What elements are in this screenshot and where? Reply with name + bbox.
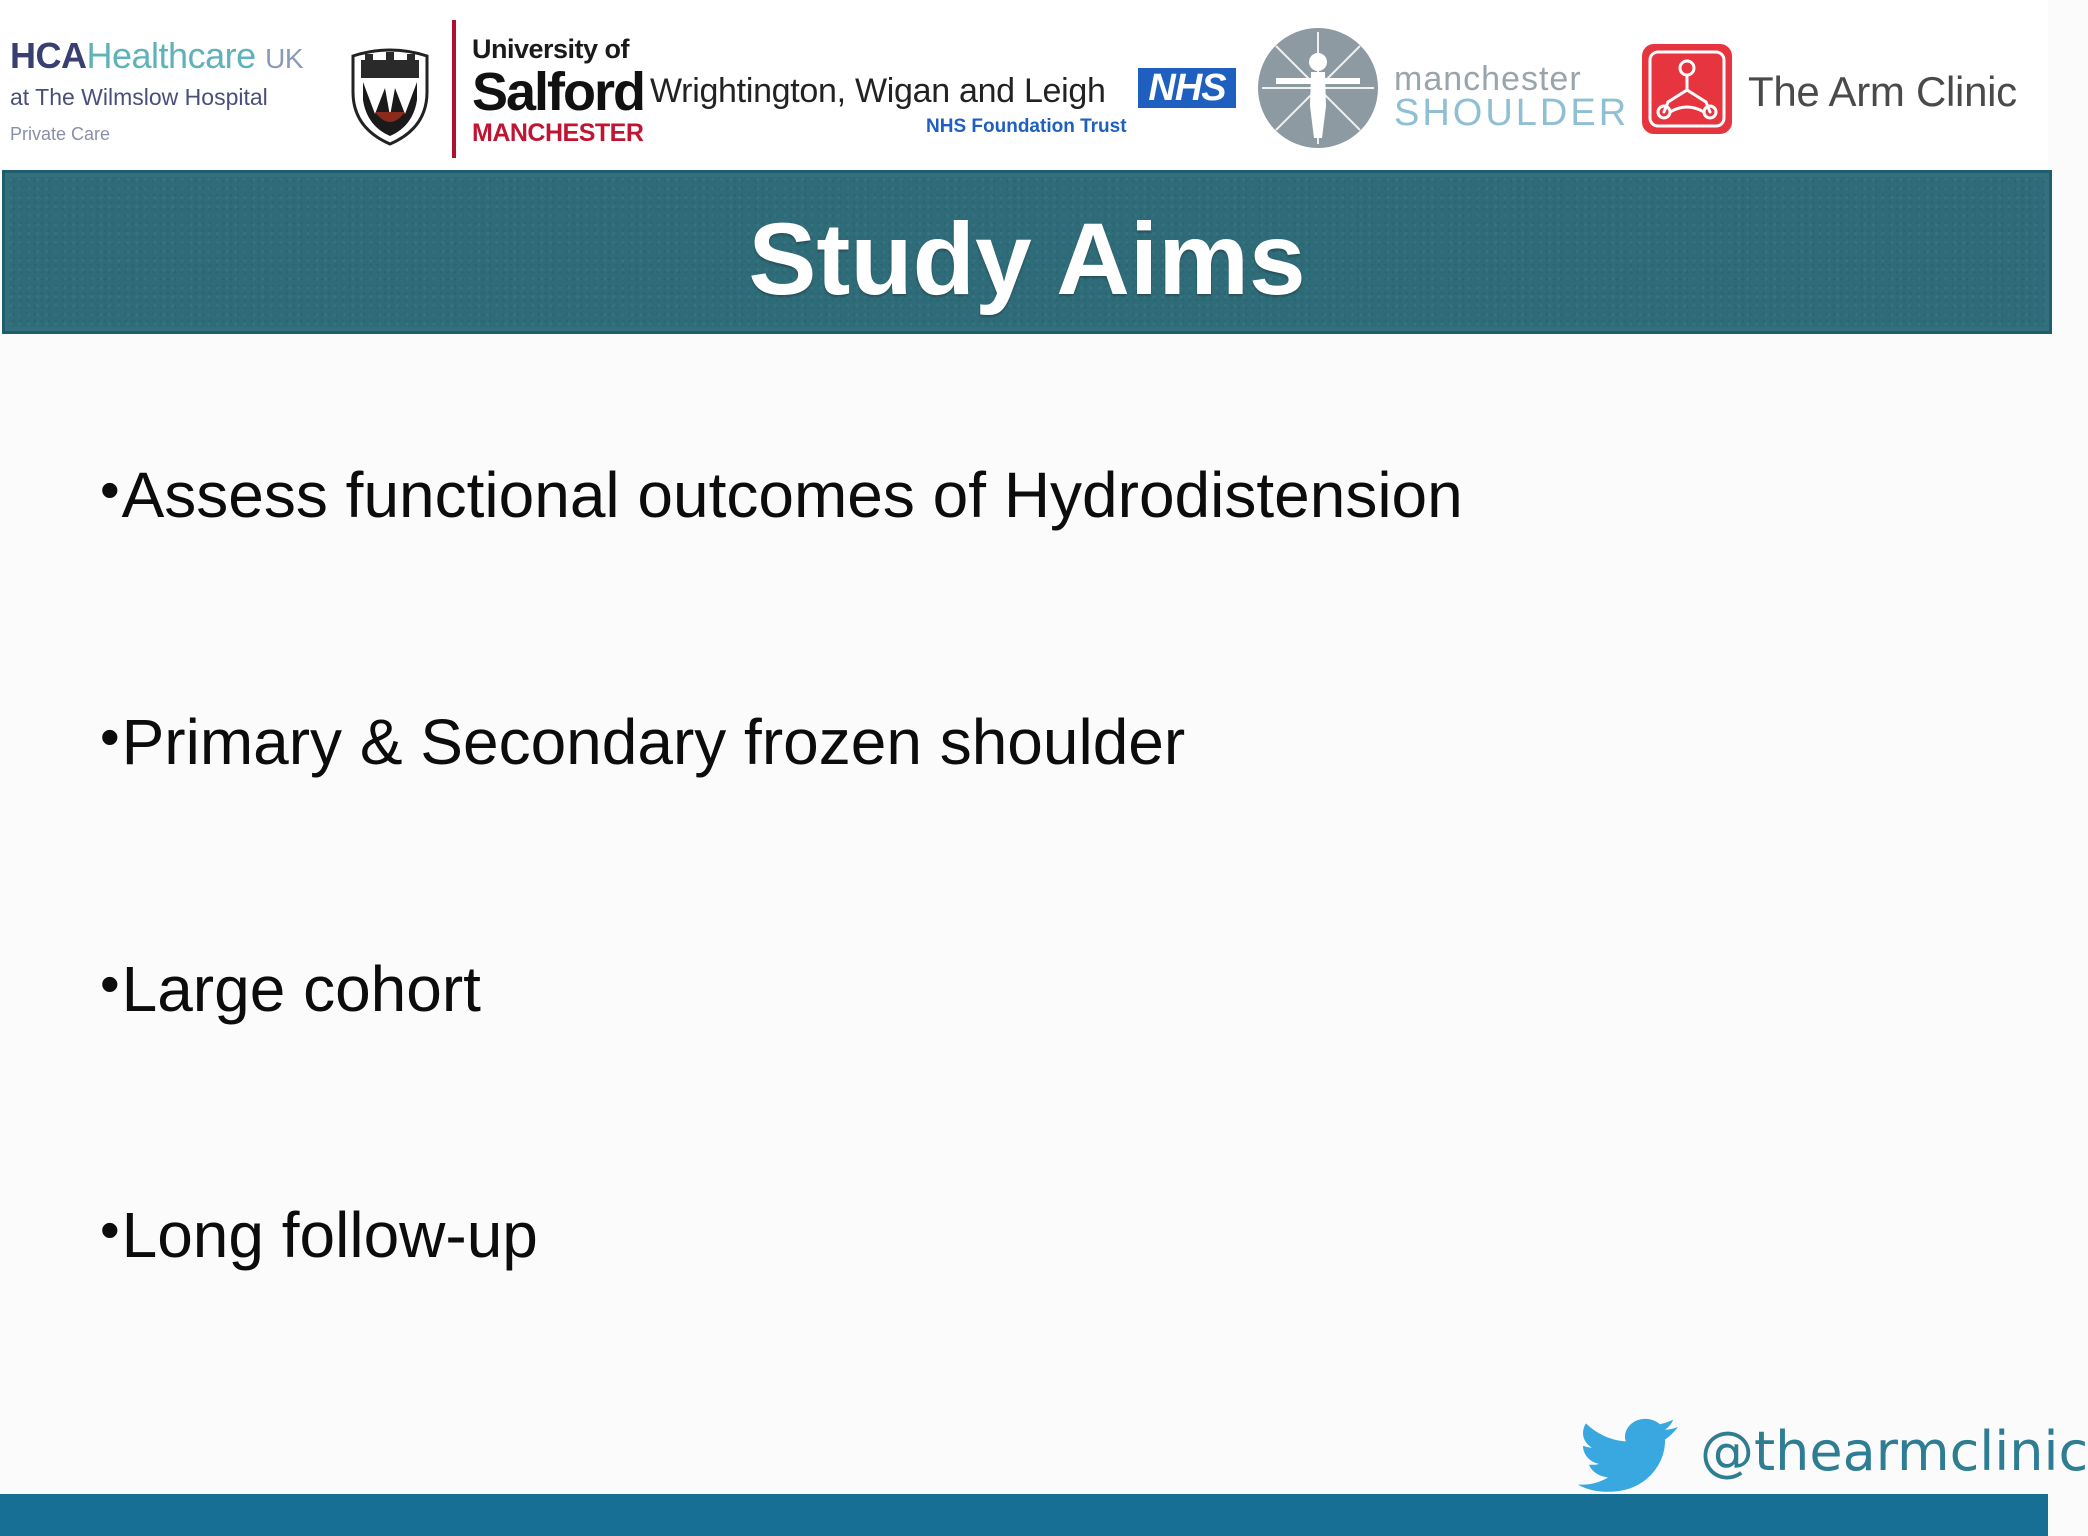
hca-logo-name: HCA: [10, 35, 87, 76]
heraldic-crest-icon: [345, 42, 435, 148]
bullet-item: [100, 699, 1185, 780]
bullet-item: [100, 1192, 538, 1273]
bullet-text: Long follow-up: [121, 1199, 538, 1271]
nhs-logo: NHS: [1138, 68, 1236, 108]
bullet-item: [100, 946, 481, 1027]
bullet-item: [100, 452, 1463, 533]
hca-logo-site: at The Wilmslow Hospital: [10, 84, 268, 110]
hca-logo-brand: Healthcare: [86, 35, 256, 76]
wwl-trust-name: Wrightington, Wigan and Leigh: [650, 72, 1106, 110]
bullet-text: Assess functional outcomes of Hydrodistension: [121, 459, 1463, 531]
bullet-glyph: •: [100, 952, 120, 1015]
slide-title: Study Aims: [748, 202, 1306, 316]
university-of-salford-logo: [472, 36, 644, 146]
manchester-shoulder-line1: manchester: [1394, 60, 1582, 98]
footer-bar: [0, 1494, 2048, 1536]
salford-logo-name: Salford: [472, 62, 645, 122]
manchester-shoulder-logo: [1394, 62, 1629, 132]
arm-clinic-name: The Arm Clinic: [1748, 68, 2017, 115]
manchester-shoulder-line2: SHOULDER: [1394, 92, 1630, 134]
salford-logo-prefix: University of: [472, 34, 630, 64]
hca-logo-wordmark: [10, 36, 303, 79]
salford-logo-rule: [452, 20, 456, 158]
bullet-glyph: •: [100, 705, 120, 768]
nhs-foundation-trust-label: NHS Foundation Trust: [926, 116, 1127, 137]
twitter-bird-icon: [1578, 1418, 1680, 1492]
logo-strip: [0, 0, 2048, 168]
salford-logo-city: MANCHESTER: [472, 119, 644, 147]
bullet-text: Large cohort: [121, 953, 481, 1025]
twitter-handle[interactable]: @thearmclinic: [1700, 1420, 2088, 1483]
bullet-glyph: •: [100, 458, 120, 521]
hca-healthcare-logo: [10, 36, 303, 145]
vitruvian-figure-icon: [1256, 26, 1380, 150]
hca-logo-region: UK: [265, 43, 304, 74]
bullet-glyph: •: [100, 1198, 120, 1261]
bullet-text: Primary & Secondary frozen shoulder: [121, 706, 1186, 778]
title-band: [2, 170, 2052, 334]
arm-clinic-icon: [1640, 42, 1734, 136]
hca-logo-tagline: Private Care: [10, 124, 111, 144]
